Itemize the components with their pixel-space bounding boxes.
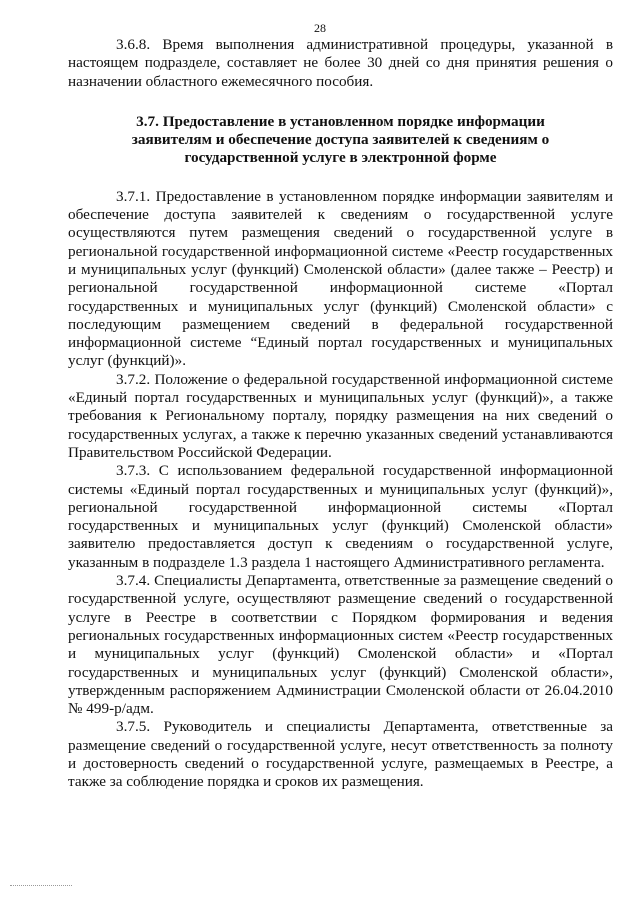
footnote-divider — [10, 885, 72, 886]
document-body — [68, 36, 613, 792]
paragraph-3-7-4: 3.7.4. Специалисты Департамента, ответственные за размещение сведений о государственной услуге, осуществляют размещение сведений о государственной услуге в Реестре в соответствии с Порядком формирования и ведения региональных государственных информационных систем «Реестр государственных и муниципальных услуг (функций) Смоленской области» и «Портал государственных и муниципальных услуг (функций) Смоленской области», утвержденным распоряжением Администрации Смоленской области от 26.04.2010 № 499-р/адм. — [68, 572, 613, 718]
section-heading-3-7: 3.7. Предоставление в установленном порядке информации заявителям и обеспечение доступа заявителей к сведениям о государственной услуге в электронной форме — [131, 112, 550, 167]
paragraph-3-7-3: 3.7.3. С использованием федеральной государственной информационной системы «Единый портал государственных и муниципальных услуг (функций)», региональной государственной информационной системы «Портал государственных и муниципальных услуг (функций) Смоленской области» заявителю предоставляется доступ к сведениям о государственной услуге, указанным в подразделе 1.3 раздела 1 настоящего Административного регламента. — [68, 462, 613, 571]
paragraph-3-7-1: 3.7.1. Предоставление в установленном порядке информации заявителям и обеспечение доступа заявителей к сведениям о государственной услуге осуществляются путем размещения сведений о государственной услуге в региональной государственной информационной системе «Реестр государственных и муниципальных услуг (функций) Смоленской области» (далее также – Реестр) и региональной государственной информационной системе «Портал государственных и муниципальных услуг (функций) Смоленской области» с последующим размещением сведений в федеральной государственной информационной системе “Единый портал государственных и муниципальных услуг (функций)». — [68, 187, 613, 370]
paragraph-3-7-5: 3.7.5. Руководитель и специалисты Департамента, ответственные за размещение сведений о государственной услуге, несут ответственность за полноту и достоверность сведений о государственной услуге, размещаемых в Реестре, а также за соблюдение порядка и сроков их размещения. — [68, 718, 613, 791]
paragraph-3-6-8: 3.6.8. Время выполнения административной процедуры, указанной в настоящем подразделе, составляет не более 30 дней со дня принятия решения о назначении областного ежемесячного пособия. — [68, 36, 613, 90]
paragraph-3-7-2: 3.7.2. Положение о федеральной государственной информационной системе «Единый портал государственных и муниципальных услуг (функций)», а также требования к Региональному порталу, порядку размещения на них сведений о государственных услугах, а также к перечню указанных сведений устанавливаются Правительством Российской Федерации. — [68, 370, 613, 461]
page-number: 28 — [314, 21, 326, 35]
